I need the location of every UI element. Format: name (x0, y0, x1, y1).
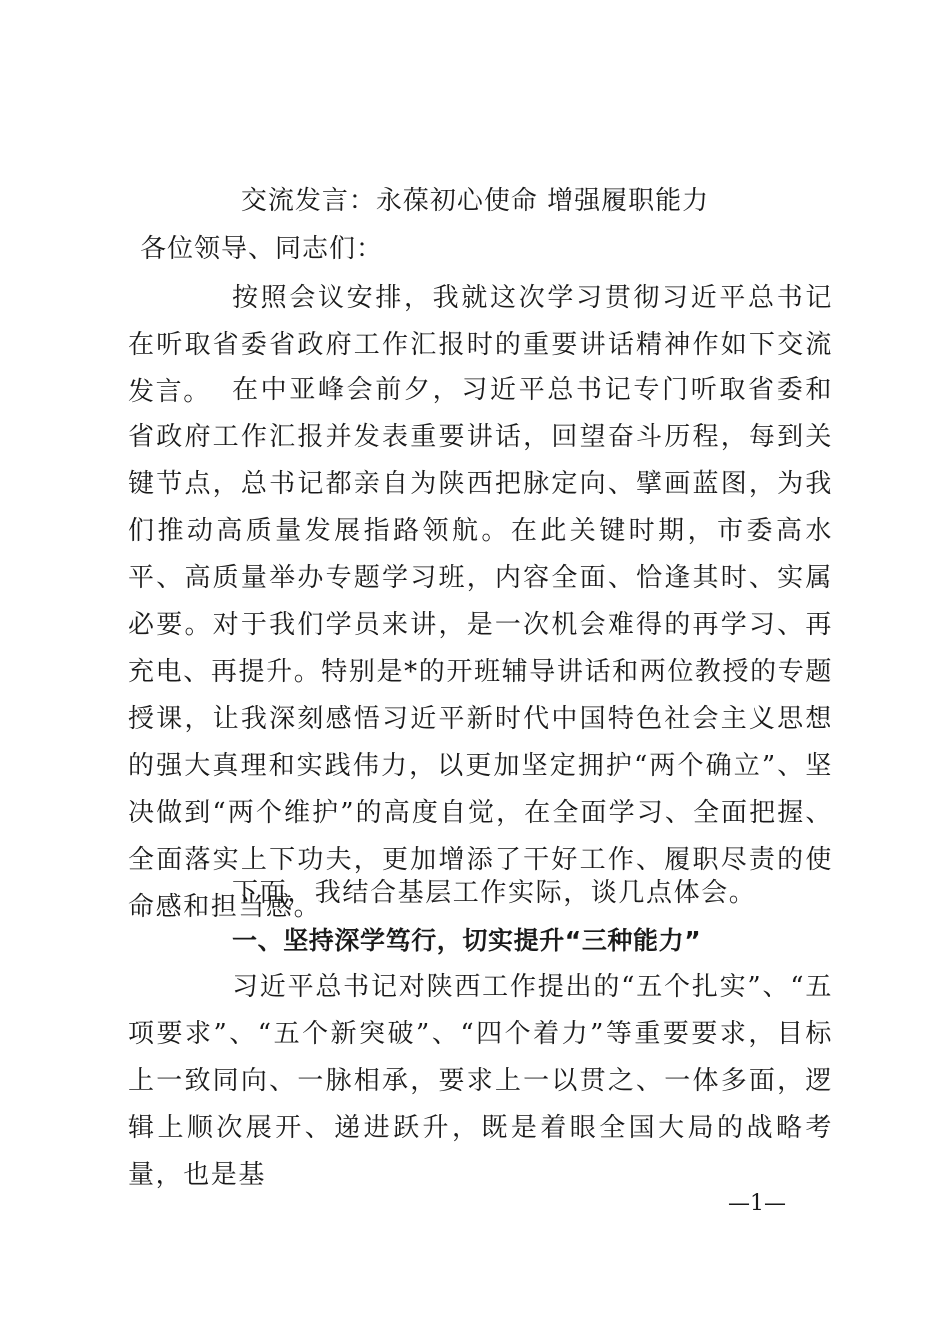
page-number: —1— (728, 1191, 786, 1216)
document-title: 交流发言：永葆初心使命 增强履职能力 (240, 186, 710, 216)
body-paragraph: 在中亚峰会前夕，习近平总书记专门听取省委和省政府工作汇报并发表重要讲话，回望奋斗历程，每到关键节点，总书记都亲自为陕西把脉定向、擘画蓝图，为我们推动高质量发展指路领航。在此关键时期，市委高水平、高质量举办专题学习班，内容全面、恰逢其时、实属必要。对于我们学员来讲，是一次机会难得的再学习、再充电、再提升。特别是*的开班辅导讲话和两位教授的专题授课，让我深刻感悟习近平新时代中国特色社会主义思想的强大真理和实践伟力，以更加坚定拥护“两个确立”、坚决做到“两个维护”的高度自觉，在全面学习、全面把握、全面落实上下功夫，更加增添了干好工作、履职尽责的使命感和担当感。 (128, 375, 833, 922)
body-paragraph: 下面，我结合基层工作实际，谈几点体会。 (232, 878, 757, 908)
body-paragraph: 按照会议安排，我就这次学习贯彻习近平总书记在听取省委省政府工作汇报时的重要讲话精神作如下交流发言。 (128, 283, 833, 407)
section-heading: 一、坚持深学笃行，切实提升“三种能力” (232, 926, 702, 955)
body-paragraph: 习近平总书记对陕西工作提出的“五个扎实”、“五项要求”、“五个新突破”、“四个着力”等重要要求，目标上一致同向、一脉相承，要求上一以贯之、一体多面，逻辑上顺次展开、递进跃升，既是着眼全国大局的战略考量，也是基 (128, 972, 833, 1190)
salutation: 各位领导、同志们： (140, 234, 384, 264)
